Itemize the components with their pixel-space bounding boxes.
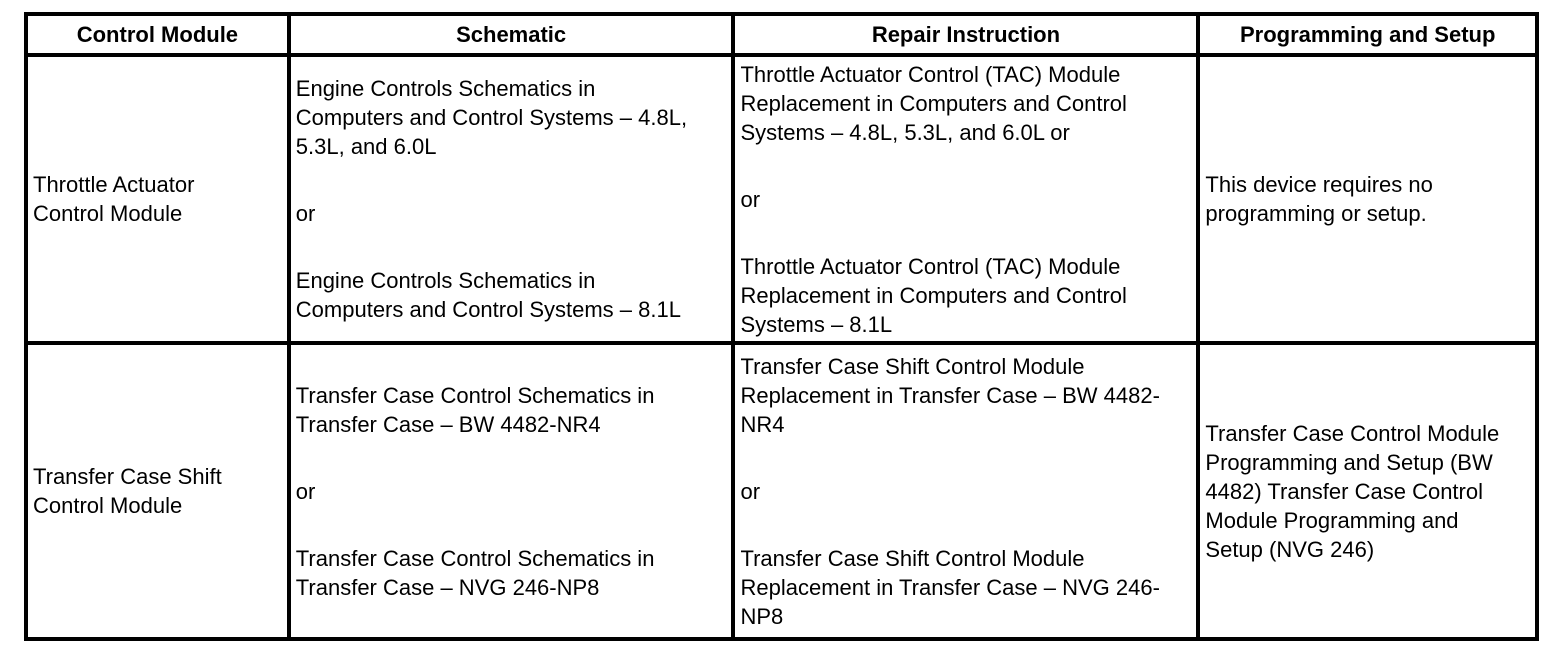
header-repair-instruction: Repair Instruction [733,14,1198,55]
module-reference-table [24,12,1539,641]
schematic-link: Transfer Case Control Schematics in Transfer Case – BW 4482-NR4 [295,382,655,437]
repair-instruction-cell [733,343,1198,639]
schematic-link: Transfer Case Control Schematics in Transfer Case – NVG 246-NP8 [295,545,655,600]
programming-setup-cell [1198,55,1537,343]
header-programming-setup: Programming and Setup [1198,14,1537,55]
table-row [26,55,1537,343]
repair-instruction-link: Throttle Actuator Control (TAC) Module Replacement in Computers and Control Systems – 4.8L, 5.3L, and 6.0L or [740,61,1127,145]
programming-note: This device requires no programming or setup. [1205,172,1433,226]
schematic-link: Engine Controls Schematics in Computers and Control Systems – 8.1L [295,268,681,322]
or-separator: or [740,186,761,212]
header-row [26,14,1537,55]
schematic-cell [289,343,734,639]
or-separator: or [295,201,316,226]
or-separator: or [740,478,761,504]
programming-note: Transfer Case Control Module Programming and Setup (BW 4482) Transfer Case Control Module Programming and Setup (NVG 246) [1205,420,1500,562]
table-row [26,343,1537,639]
repair-instruction-link: Transfer Case Shift Control Module Replacement in Transfer Case – NVG 246-NP8 [740,545,1160,629]
module-name-cell [26,343,289,639]
module-name: Throttle Actuator Control Module [33,172,195,226]
schematic-link: Engine Controls Schematics in Computers and Control Systems – 4.8L, 5.3L, and 6.0L [295,76,688,159]
or-separator: or [295,478,316,504]
header-control-module: Control Module [26,14,289,55]
module-name: Transfer Case Shift Control Module [33,464,222,518]
header-schematic: Schematic [289,14,734,55]
repair-instruction-cell [733,55,1198,343]
module-name-cell [26,55,289,343]
schematic-cell [289,55,734,343]
repair-instruction-link: Transfer Case Shift Control Module Replacement in Transfer Case – BW 4482-NR4 [740,353,1160,437]
programming-setup-cell [1198,343,1537,639]
repair-instruction-link: Throttle Actuator Control (TAC) Module Replacement in Computers and Control Systems – 8.1L [740,253,1127,337]
